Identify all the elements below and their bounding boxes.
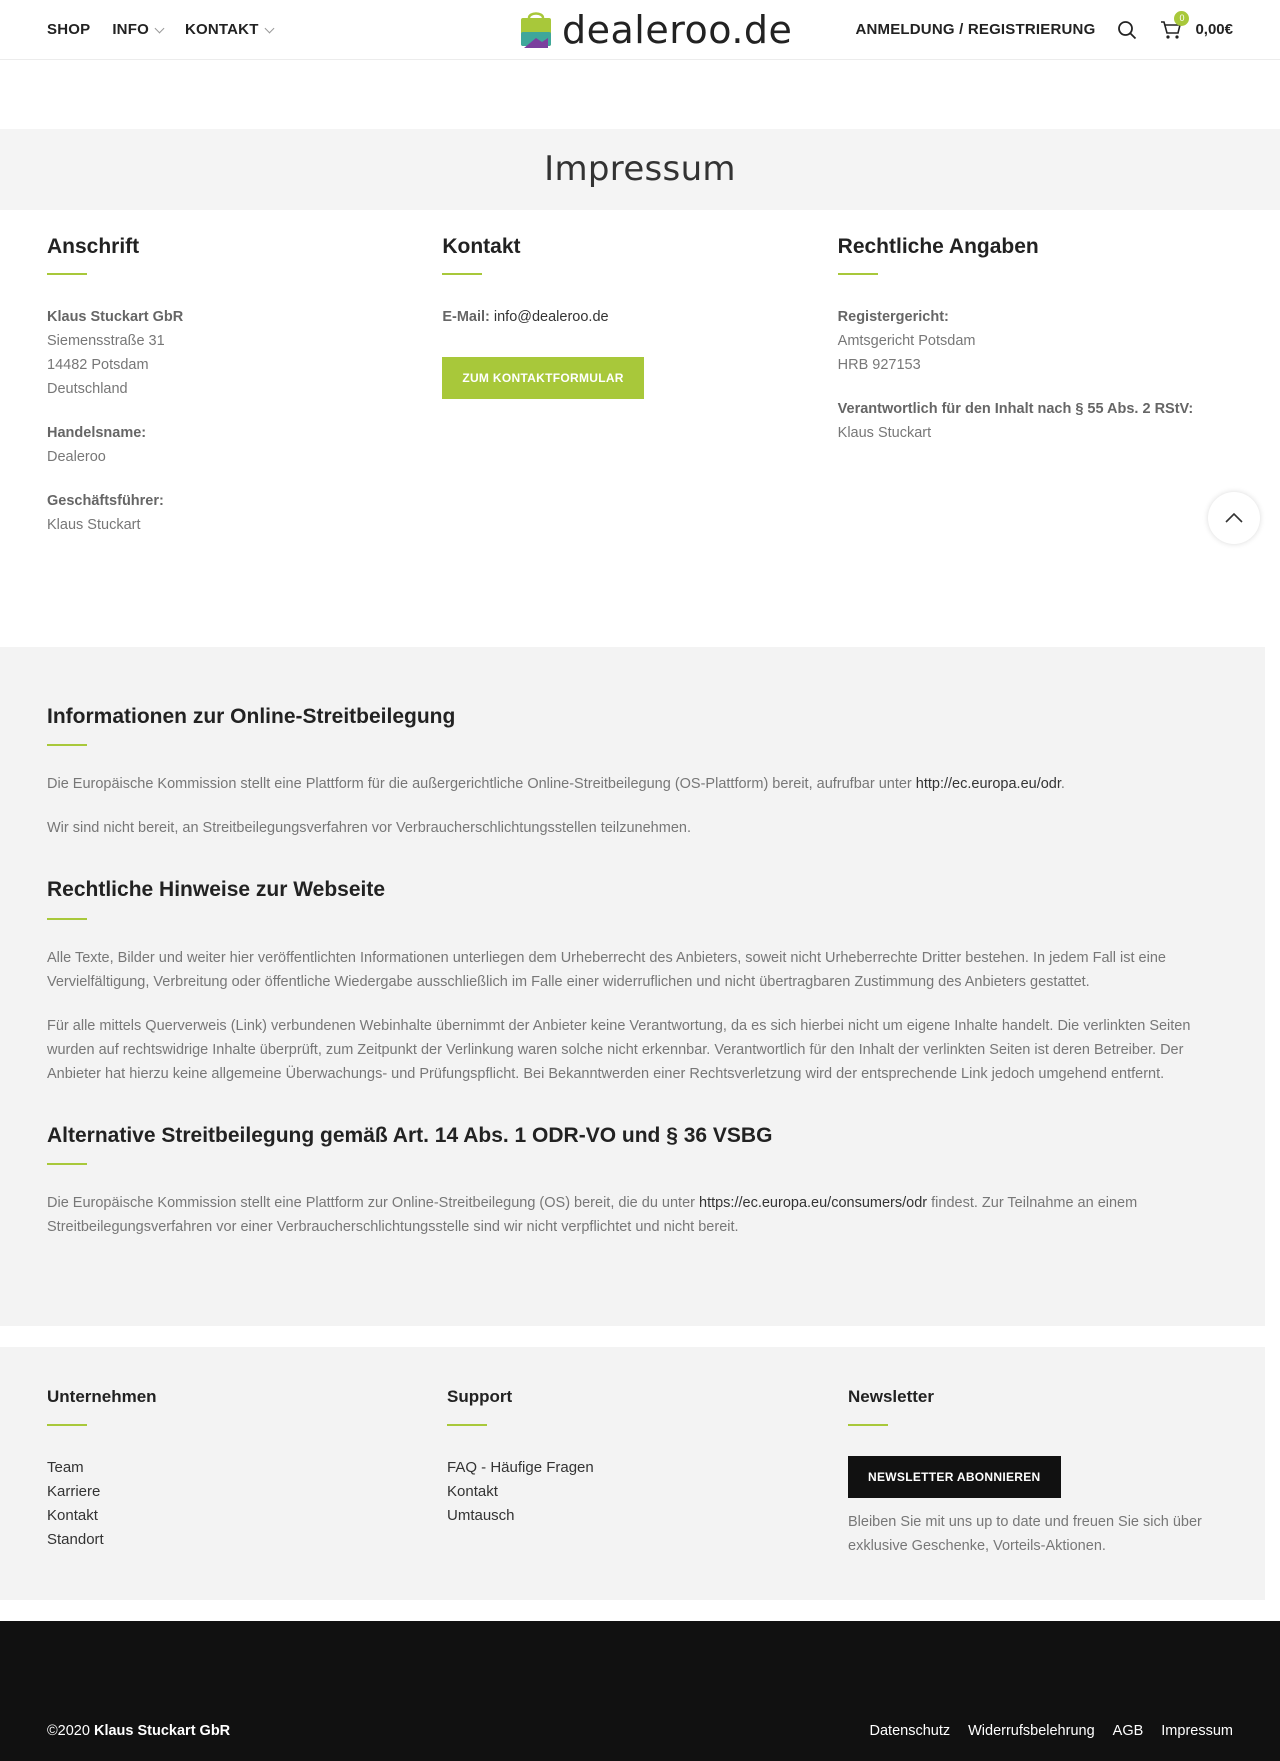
chevron-up-icon	[1225, 513, 1243, 523]
legal-heading: Rechtliche Angaben	[837, 235, 1039, 258]
site-logo[interactable]	[518, 8, 792, 52]
heading-underline	[47, 918, 87, 920]
newsletter-text: Bleiben Sie mit uns up to date und freuen Sie sich über exklusive Geschenke, Vorteils-Aktionen.	[848, 1514, 1202, 1555]
cart-total[interactable]: 0,00€	[1195, 21, 1233, 38]
site-footer	[0, 1347, 1265, 1600]
footer-heading: Unternehmen	[47, 1387, 157, 1406]
anschrift-heading: Anschrift	[47, 235, 140, 258]
heading-underline	[447, 1424, 487, 1426]
page-title: Impressum	[544, 149, 736, 190]
odr-link[interactable]: http://ec.europa.eu/odr	[915, 776, 1061, 793]
footer-heading: Support	[447, 1387, 513, 1406]
tradename-label: Handelsname:	[47, 425, 147, 442]
nav-label-kontakt: KONTAKT	[184, 21, 259, 38]
page-title-bar	[0, 129, 1280, 210]
search-icon[interactable]	[1115, 18, 1139, 42]
court-label: Registergericht:	[837, 309, 949, 326]
court: Amtsgericht Potsdam	[837, 333, 976, 350]
footer-link-standort[interactable]: Standort	[47, 1531, 104, 1549]
nav-label-shop: SHOP	[47, 21, 91, 38]
cart-icon[interactable]	[1159, 13, 1185, 42]
footer-link-support-kontakt[interactable]: Kontakt	[447, 1483, 498, 1501]
link-agb[interactable]: AGB	[1112, 1722, 1144, 1739]
email-label: E-Mail:	[442, 309, 490, 326]
copyright-paragraph: Alle Texte, Bilder und weiter hier veröffentlichten Informationen unterliegen dem Urheberrecht des Anbieters, soweit nicht Urheberrechte Dritter bestehen. In jedem Fall ist eine Vervielfältigung, Verbreitung oder öffentliche Wiedergabe ausschließlich im Falle einer widerruflichen und nicht übertragbaren Zustimmung des Anbieters gestattet.	[47, 949, 1166, 990]
footer-link-karriere[interactable]: Karriere	[47, 1483, 101, 1501]
heading-underline	[47, 744, 87, 746]
company-name: Klaus Stuckart GbR	[47, 309, 184, 326]
contact-form-button[interactable]: ZUM KONTAKTFORMULAR	[442, 357, 643, 399]
heading-underline	[838, 273, 878, 275]
ceo-label: Geschäftsführer:	[47, 493, 164, 510]
logo-text: dealeroo.de	[562, 8, 793, 52]
anschrift-column	[47, 234, 442, 537]
city: 14482 Potsdam	[47, 357, 149, 374]
web-notes-heading: Rechtliche Hinweise zur Webseite	[47, 878, 386, 902]
ceo: Klaus Stuckart	[47, 517, 141, 534]
link-datenschutz[interactable]: Datenschutz	[869, 1722, 951, 1739]
odr-paragraph-2: Wir sind nicht bereit, an Streitbeilegungsverfahren vor Verbraucherschlichtungsstellen teilzunehmen.	[47, 820, 691, 837]
chevron-down-icon	[264, 23, 274, 33]
street: Siemensstraße 31	[47, 333, 165, 350]
legal-column	[838, 234, 1233, 537]
footer-link-faq[interactable]: FAQ - Häufige Fragen	[447, 1459, 594, 1477]
footer-unternehmen	[47, 1383, 417, 1552]
shopping-bag-logo-icon	[518, 8, 554, 52]
footer-newsletter	[848, 1383, 1218, 1558]
footer-heading: Newsletter	[848, 1387, 934, 1406]
header-actions	[855, 0, 1233, 60]
nav-label-info: INFO	[112, 21, 149, 38]
nav-item-kontakt[interactable]	[185, 18, 273, 42]
login-register-link[interactable]: ANMELDUNG / REGISTRIERUNG	[855, 21, 1096, 38]
nav-item-shop[interactable]	[47, 18, 90, 42]
bottom-bar	[0, 1621, 1280, 1761]
newsletter-subscribe-button[interactable]: NEWSLETTER ABONNIEREN	[848, 1456, 1061, 1498]
alt-dispute-heading: Alternative Streitbeilegung gemäß Art. 14 Abs. 1 ODR-VO und § 36 VSBG	[47, 1123, 773, 1147]
legal-links	[870, 1720, 1234, 1743]
links-paragraph: Für alle mittels Querverweis (Link) verbundenen Webinhalte übernimmt der Anbieter keine Verantwortung, da es sich hierbei nicht um eigene Inhalte handelt. Die verlinkten Seiten wurden auf rechtswidrige Inhalte überprüft, zum Zeitpunkt der Verlinkung waren solche nicht erkennbar. Verantwortlich für den Inhalt der verlinkten Seiten ist deren Betreiber. Der Anbieter hat hierzu keine allgemeine Überwachungs- und Prüfungspflicht. Bei Bekanntwerden einer Rechtsverletzung wird der entsprechende Link jedoch umgehend entfernt.	[47, 1017, 1191, 1082]
odr-heading: Informationen zur Online-Streitbeilegung	[47, 705, 456, 728]
footer-link-team[interactable]: Team	[47, 1459, 84, 1477]
legal-info-section	[0, 647, 1265, 1326]
heading-underline	[848, 1424, 888, 1426]
email-link[interactable]: info@dealeroo.de	[493, 309, 609, 326]
heading-underline	[442, 273, 482, 275]
consumers-odr-link[interactable]: https://ec.europa.eu/consumers/odr	[699, 1194, 928, 1211]
nav-item-info[interactable]	[112, 18, 163, 42]
footer-link-kontakt[interactable]: Kontakt	[47, 1507, 98, 1525]
alt-dispute-paragraph: Die Europäische Kommission stellt eine Plattform zur Online-Streitbeilegung (OS) bereit, die du unter https://ec.europa.eu/consumers/odr findest. Zur Teilnahme an einem Streitbeilegungsverfahren vor einer Verbraucherschlichtungsstelle sind wir nicht verpflichtet und nicht bereit.	[47, 1194, 1138, 1235]
country: Deutschland	[47, 381, 128, 398]
link-impressum[interactable]: Impressum	[1161, 1722, 1233, 1739]
impressum-columns	[47, 234, 1233, 537]
footer-support	[447, 1383, 817, 1528]
footer-link-umtausch[interactable]: Umtausch	[447, 1507, 515, 1525]
scroll-to-top-button[interactable]	[1208, 492, 1260, 544]
kontakt-column	[442, 234, 837, 537]
kontakt-heading: Kontakt	[442, 235, 521, 258]
chevron-down-icon	[155, 23, 165, 33]
hrb-number: HRB 927153	[837, 357, 921, 374]
heading-underline	[47, 1424, 87, 1426]
responsible: Klaus Stuckart	[837, 425, 932, 442]
cart-count-badge: 0	[1174, 11, 1189, 26]
site-header	[0, 0, 1280, 60]
odr-paragraph: Die Europäische Kommission stellt eine Plattform für die außergerichtliche Online-Streitbeilegung (OS-Plattform) bereit, aufrufbar unter http://ec.europa.eu/odr.	[47, 776, 1065, 793]
main-nav	[47, 0, 273, 60]
heading-underline	[47, 1163, 87, 1165]
tradename: Dealeroo	[47, 449, 106, 466]
copyright: ©2020 Klaus Stuckart GbR	[47, 1722, 231, 1739]
link-widerrufsbelehrung[interactable]: Widerrufsbelehrung	[968, 1722, 1095, 1739]
heading-underline	[47, 273, 87, 275]
responsible-label: Verantwortlich für den Inhalt nach § 55 Abs. 2 RStV:	[837, 401, 1194, 418]
